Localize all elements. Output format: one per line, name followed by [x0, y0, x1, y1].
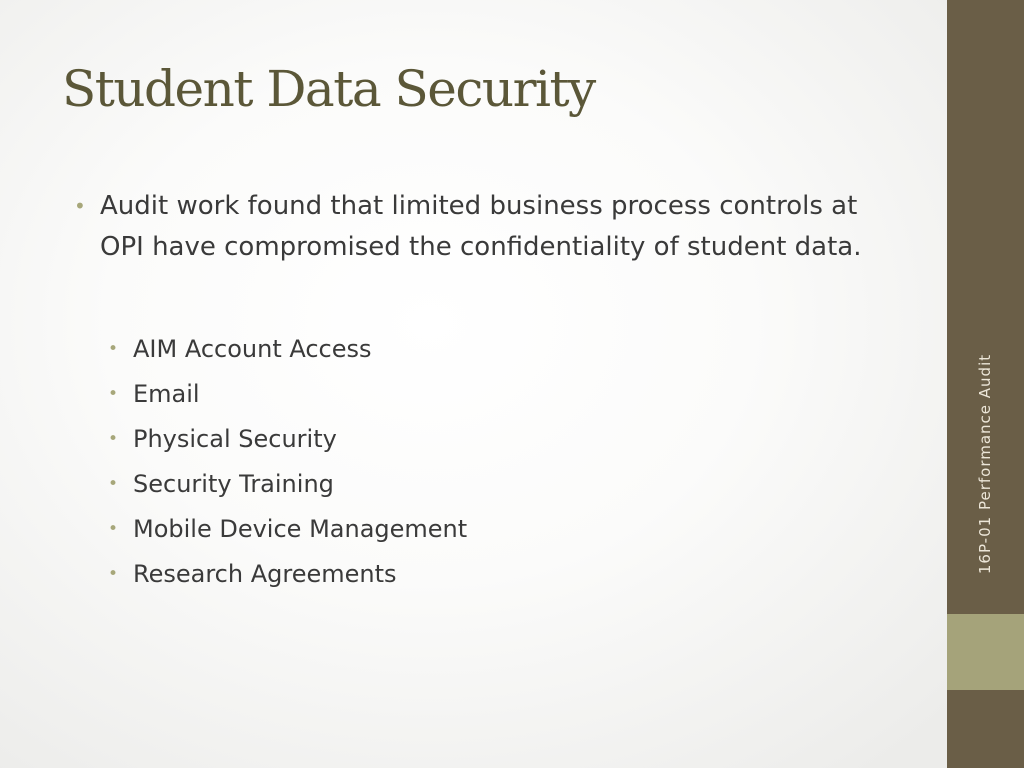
side-bar-accent [947, 614, 1024, 690]
bullet-icon: • [108, 339, 119, 359]
slide-body [74, 186, 904, 597]
sub-bullet-text: Research Agreements [133, 560, 397, 588]
bullet-icon: • [108, 564, 119, 584]
sub-bullet-physical-security [108, 417, 904, 462]
bullet-icon: • [74, 194, 86, 218]
main-bullet-text: Audit work found that limited business process controls at OPI have compromised the confidentiality of student data. [100, 191, 862, 262]
bullet-icon: • [108, 519, 119, 539]
bullet-icon: • [108, 384, 119, 404]
sub-bullet-security-training [108, 462, 904, 507]
bullet-icon: • [108, 474, 119, 494]
main-bullet [74, 186, 904, 268]
footer-label: 16P-01 Performance Audit [976, 353, 994, 575]
slide-title: Student Data Security [62, 60, 595, 118]
sub-bullet-mobile-device-management [108, 507, 904, 552]
sub-bullet-research-agreements [108, 552, 904, 597]
sub-bullet-email [108, 372, 904, 417]
sub-bullet-text: AIM Account Access [133, 335, 372, 363]
sub-bullet-text: Mobile Device Management [133, 515, 468, 543]
sub-bullet-aim-account-access [108, 327, 904, 372]
sub-bullet-text: Physical Security [133, 425, 337, 453]
sub-bullet-text: Email [133, 380, 200, 408]
sub-bullet-text: Security Training [133, 470, 334, 498]
bullet-icon: • [108, 429, 119, 449]
sub-bullet-list [108, 327, 904, 597]
